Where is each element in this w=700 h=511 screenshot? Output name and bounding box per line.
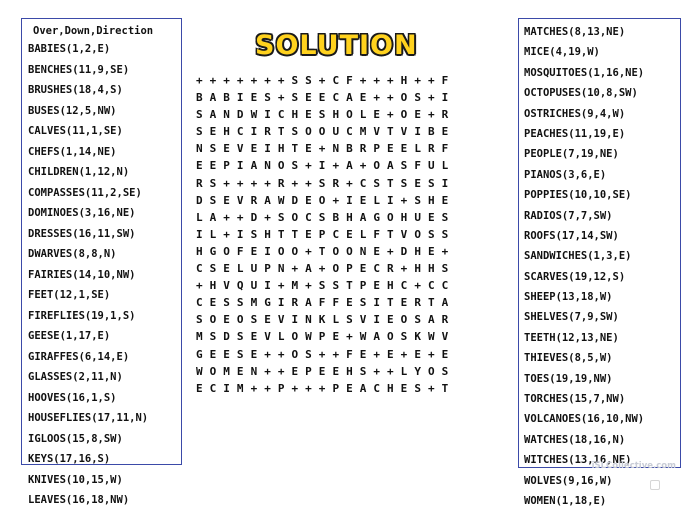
word-list-item: BENCHES(11,9,SE) <box>28 63 130 76</box>
word-list-item: SHEEP(13,18,W) <box>524 291 613 304</box>
grid-row: N S E V E I H T E + N B R P E E L R F <box>196 142 449 156</box>
list-header: Over,Down,Direction <box>33 25 154 37</box>
word-list-item: OSTRICHES(9,4,W) <box>524 107 626 120</box>
word-list-item: VOLCANOES(16,10,NW) <box>524 413 645 426</box>
grid-row: S O E O S E V I N K L S V I E O S A R <box>196 313 449 327</box>
word-list-item: HOUSEFLIES(17,11,N) <box>28 412 149 424</box>
word-list-item: SCARVES(19,12,S) <box>524 270 626 283</box>
watermark: iSLCollective.com <box>591 461 676 471</box>
word-list-item: MATCHES(8,13,NE) <box>524 26 626 38</box>
word-list-item: MICE(4,19,W) <box>524 46 600 59</box>
word-list-item: SHELVES(7,9,SW) <box>524 311 619 324</box>
grid-row: B A B I E S + S E E C A E + + O S + I <box>196 91 449 105</box>
word-list-item: LEAVES(16,18,NW) <box>28 494 130 506</box>
grid-row: I L + I S H T T E P C E L F T V O S S <box>196 227 449 241</box>
grid-row: W O M E N + + E P E E H S + + L Y O S <box>196 364 449 378</box>
grid-row: S A N D W I C H E S H O L E + O E + R <box>196 108 449 122</box>
word-list-item: FEET(12,1,SE) <box>28 289 111 301</box>
word-list-item: TORCHES(15,7,NW) <box>524 393 626 406</box>
right-word-list <box>518 18 681 507</box>
word-list-item: TEETH(12,13,NE) <box>524 331 619 344</box>
word-list-item: GEESE(1,17,E) <box>28 330 111 342</box>
word-search-grid <box>196 72 448 397</box>
word-list-item: CHILDREN(1,12,N) <box>28 166 130 178</box>
grid-row: E C I M + + P + + + P E A C H E S + T <box>196 381 449 395</box>
word-list-item: WATCHES(18,16,N) <box>524 433 626 446</box>
word-list-item: BUSES(12,5,NW) <box>28 104 117 117</box>
word-list-item: FIREFLIES(19,1,S) <box>28 309 136 322</box>
word-list-item: WOMEN(1,18,E) <box>524 494 607 507</box>
grid-row: R S + + + + R + + S R + C S T S E S I <box>196 176 449 190</box>
solution-title: SOLUTION <box>255 30 418 61</box>
grid-row: + + + + + + + S S + C F + + + H + + F <box>196 74 449 87</box>
word-list-item: COMPASSES(11,2,SE) <box>28 186 142 199</box>
word-list-item: DRESSES(16,11,SW) <box>28 227 136 240</box>
word-list-item: HOOVES(16,1,S) <box>28 391 117 404</box>
left-word-items <box>28 39 181 511</box>
word-list-item: WITCHES(13,16,NE) <box>524 454 632 467</box>
word-list-item: MOSQUITOES(1,16,NE) <box>524 66 645 79</box>
grid-row: H G O F E I O O + T O O N E + D H E + <box>196 244 449 258</box>
word-list-item: KEYS(17,16,S) <box>28 453 111 465</box>
word-list-item: PIANOS(3,6,E) <box>524 168 607 181</box>
word-list-item: BABIES(1,2,E) <box>28 43 111 55</box>
word-list-item: IGLOOS(15,8,SW) <box>28 432 123 445</box>
word-list-item: TOES(19,19,NW) <box>524 372 613 385</box>
word-list-item: WOLVES(9,16,W) <box>524 474 613 487</box>
word-list-item: ROOFS(17,14,SW) <box>524 229 619 242</box>
grid-row: L A + + D + S O C S B H A G O H U E S <box>196 210 449 224</box>
word-list-item: THIEVES(8,5,W) <box>524 352 613 365</box>
right-word-items <box>524 22 680 511</box>
grid-row: G E E S E + + O S + + F E + E + E + E <box>196 347 449 361</box>
word-list-item: BRUSHES(18,4,S) <box>28 84 123 96</box>
word-list-item: SANDWICHES(1,3,E) <box>524 250 632 263</box>
word-list-item: POPPIES(10,10,SE) <box>524 189 632 202</box>
grid-row: D S E V R A W D E O + I E L I + S H E <box>196 193 449 207</box>
word-list-item: DOMINOES(3,16,NE) <box>28 207 136 219</box>
word-list-item: CALVES(11,1,SE) <box>28 125 123 137</box>
grid-row: C S E L U P N + A + O P E C R + H H S <box>196 262 449 276</box>
word-list-item: GIRAFFES(6,14,E) <box>28 350 130 363</box>
left-word-list <box>21 18 182 506</box>
grid-row: E E P I A N O S + I + A + O A S F U L <box>196 159 449 173</box>
word-list-item: KNIVES(10,15,W) <box>28 473 123 486</box>
grid-row: S E H C I R T S O O U C M V T V I B E <box>196 125 449 139</box>
word-list-item: PEOPLE(7,19,NE) <box>524 148 619 161</box>
word-list-item: PEACHES(11,19,E) <box>524 127 626 140</box>
grid-row: + H V Q U I + M + S S T P E H C + C C <box>196 279 449 293</box>
grid-row: C E S S M G I R A F F E S I T E R T A <box>196 296 449 310</box>
grid-row: M S D S E V L O W P E + W A O S K W V <box>196 330 449 344</box>
word-list-item: CHEFS(1,14,NE) <box>28 145 117 158</box>
page-corner-icon <box>650 480 660 490</box>
word-list-item: DWARVES(8,8,N) <box>28 248 117 260</box>
word-list-item: GLASSES(2,11,N) <box>28 371 123 383</box>
word-list-item: FAIRIES(14,10,NW) <box>28 268 136 281</box>
word-list-item: RADIOS(7,7,SW) <box>524 209 613 222</box>
word-list-item: OCTOPUSES(10,8,SW) <box>524 87 638 100</box>
